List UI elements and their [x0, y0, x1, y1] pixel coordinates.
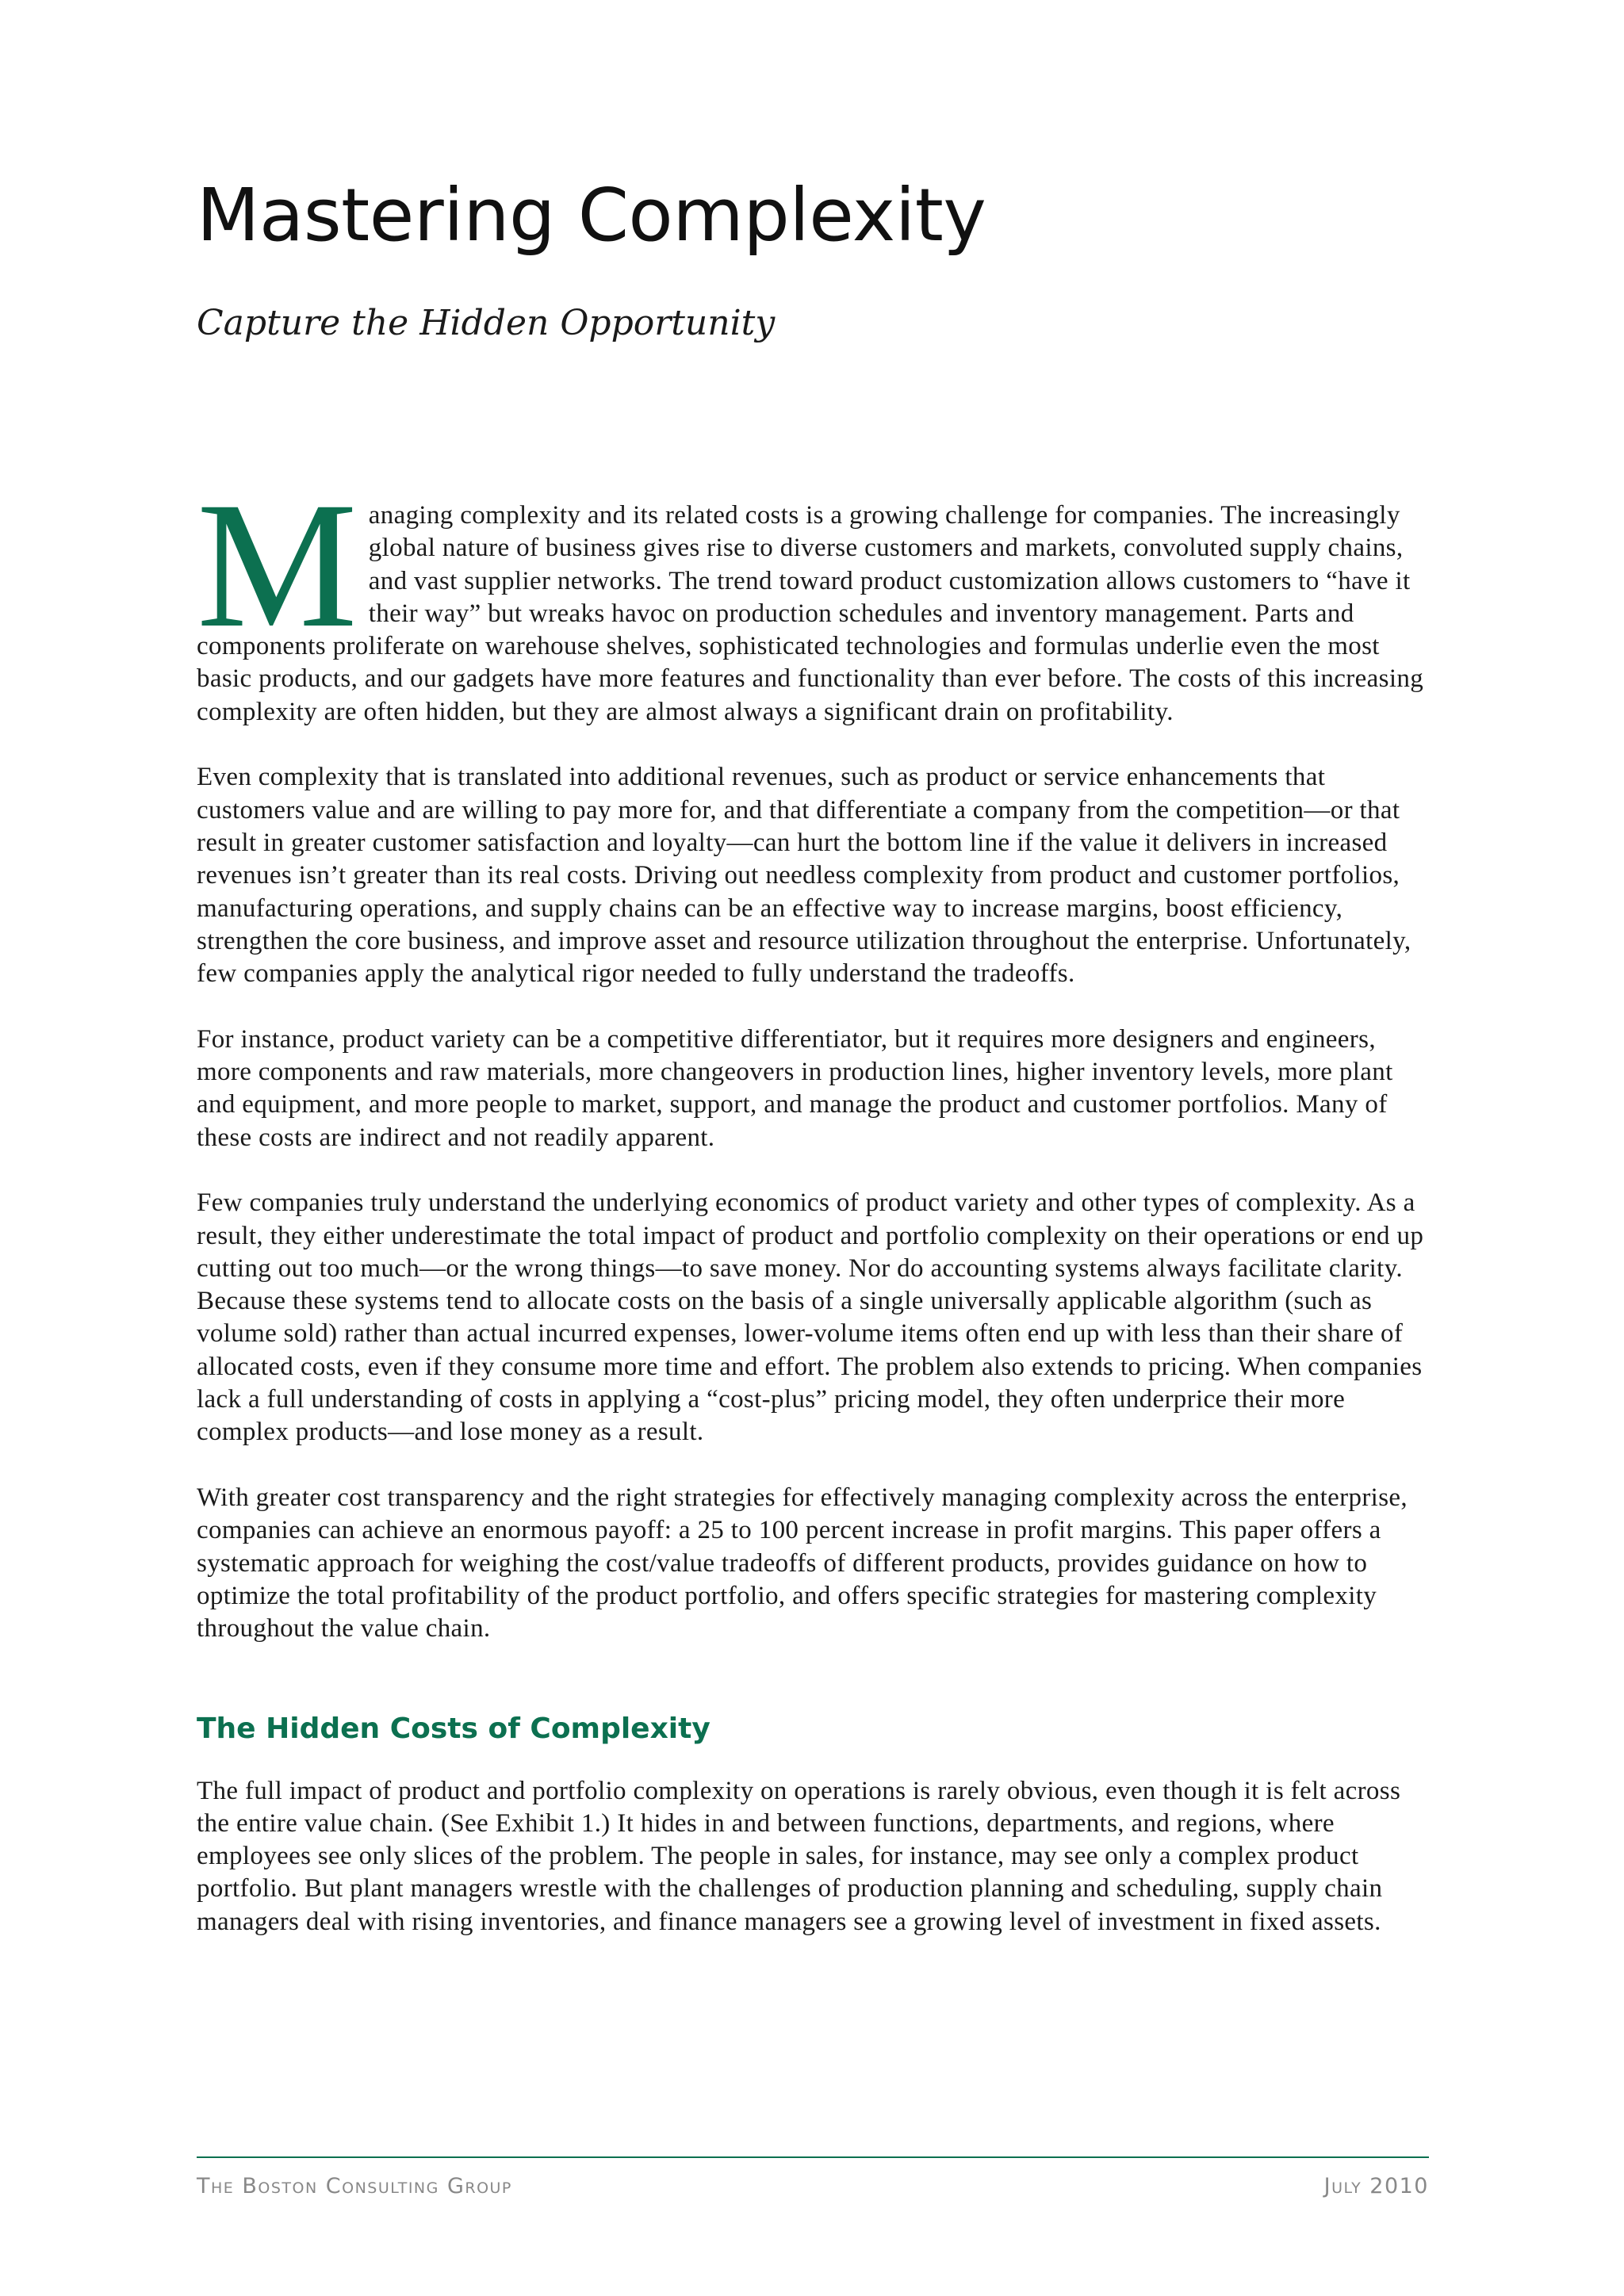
- drop-cap: M: [197, 465, 358, 665]
- footer-publisher: The Boston Consulting Group: [197, 2174, 512, 2198]
- intro-paragraph: [197, 465, 1434, 729]
- section-heading: The Hidden Costs of Complexity: [197, 1712, 710, 1746]
- body-paragraph: For instance, product variety can be a competitive differentiator, but it requires more designers and engineers, more components and raw materials, more changeovers in production lines, higher inventory levels, more plant and equipment, and more people to market, support, and manage the product and customer portfolios. Many of these costs are indirect and not readily apparent.: [197, 1024, 1393, 1152]
- page-title: Mastering Complexity: [197, 173, 986, 258]
- body-paragraph: Few companies truly understand the underlying economics of product variety and other types of complexity. As a result, they either underestimate the total impact of product and portfolio complexity on their operations or end up cutting out too much—or the wrong things—to save money. Nor do accounting systems always facilitate clarity. Because these systems tend to allocate costs on the basis of a single universally applicable algorithm (such as volume sold) rather than actual incurred expenses, lower-volume items often end up with less than their share of allocated costs, even if they consume more time and effort. The problem also extends to pricing. When companies lack a full understanding of costs in applying a “cost-plus” pricing model, they often underprice their more complex products—and lose money as a result.: [197, 1188, 1424, 1447]
- footer-divider: [197, 2156, 1429, 2158]
- footer-date: July 2010: [1323, 2174, 1429, 2198]
- section-paragraph: The full impact of product and portfolio complexity on operations is rarely obvious, even though it is felt across the entire value chain. (See Exhibit 1.) It hides in and between functions, departments, and regions, where employees see only slices of the problem. The people in sales, for instance, may see only a complex product portfolio. But plant managers wrestle with the challenges of production planning and scheduling, supply chain managers deal with rising inventories, and finance managers see a growing level of investment in fixed assets.: [197, 1776, 1401, 1936]
- body-paragraph: With greater cost transparency and the right strategies for effectively managing complexity across the enterprise, companies can achieve an enormous payoff: a 25 to 100 percent increase in profit margins. This paper offers a systematic approach for weighing the cost/value tradeoffs of different products, provides guidance on how to optimize the total profitability of the product portfolio, and offers specific strategies for mastering complexity throughout the value chain.: [197, 1483, 1408, 1644]
- intro-paragraph-text: anaging complexity and its related costs is a growing challenge for companies. The increasingly global nature of business gives rise to diverse customers and markets, convoluted supply chains, and vast supplier networks. The trend toward product customization allows customers to “have it their way” but wreaks havoc on production schedules and inventory management. Parts and components proliferate on warehouse shelves, sophisticated technologies and formulas underlie even the most basic products, and our gadgets have more features and functionality than ever before. The costs of this increasing complexity are often hidden, but they are almost always a significant drain on profitability.: [197, 501, 1424, 726]
- page-subtitle: Capture the Hidden Opportunity: [197, 303, 776, 343]
- body-paragraph: Even complexity that is translated into additional revenues, such as product or service enhancements that customers value and are willing to pay more for, and that differentiate a company from the competition—or that result in greater customer satisfaction and loyalty—can hurt the bottom line if the value it delivers in increased revenues isn’t greater than its real costs. Driving out needless complexity from product and customer portfolios, manufacturing operations, and supply chains can be an effective way to increase margins, boost efficiency, strengthen the core business, and improve asset and resource utilization throughout the enterprise. Unfortunately, few companies apply the analytical rigor needed to fully understand the tradeoffs.: [197, 763, 1411, 989]
- article-body: [197, 465, 1434, 1971]
